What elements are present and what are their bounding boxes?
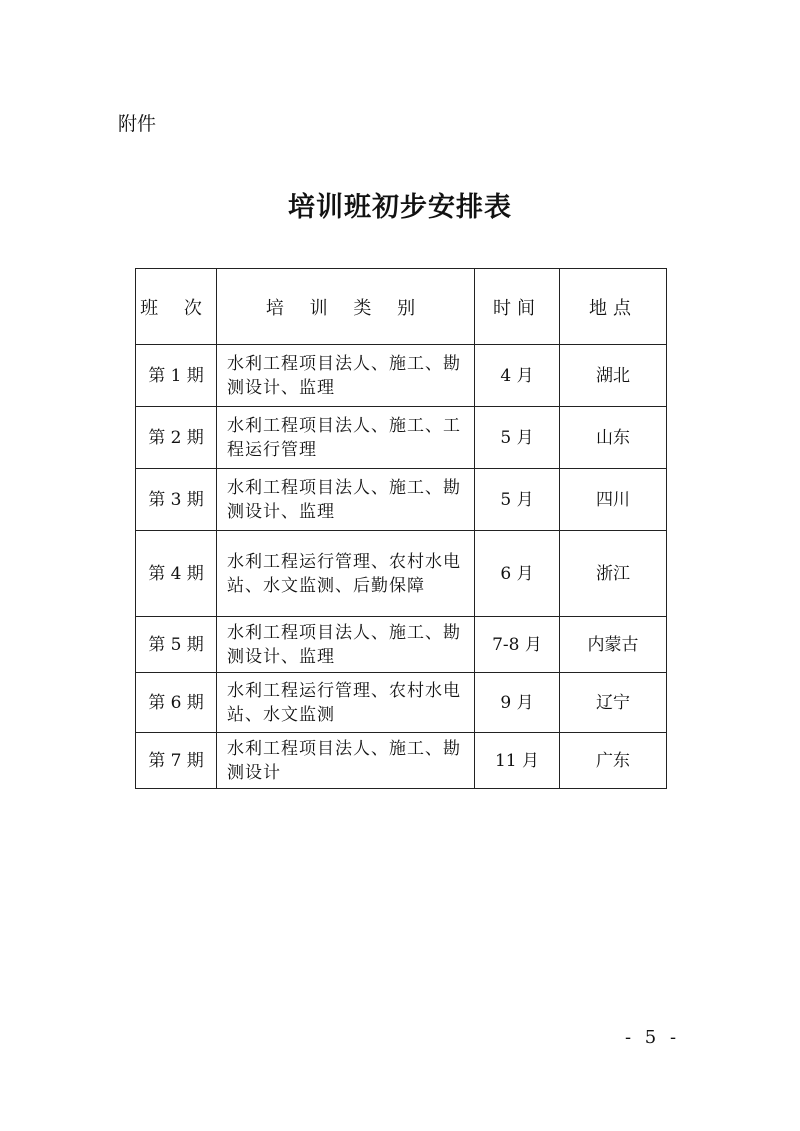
cell-time: 7-8 月	[475, 617, 560, 673]
cell-category: 水利工程运行管理、农村水电站、水文监测	[217, 673, 475, 733]
table-row	[136, 407, 667, 469]
attachment-label: 附件	[118, 113, 157, 135]
cell-category: 水利工程项目法人、施工、勘测设计、监理	[217, 617, 475, 673]
cell-session: 第 3 期	[136, 469, 217, 531]
table-header-row	[136, 269, 667, 345]
cell-time: 11 月	[475, 733, 560, 789]
cell-location: 山东	[560, 407, 667, 469]
table-row	[136, 673, 667, 733]
cell-session: 第 6 期	[136, 673, 217, 733]
table-row	[136, 469, 667, 531]
cell-category: 水利工程项目法人、施工、工程运行管理	[217, 407, 475, 469]
cell-category: 水利工程运行管理、农村水电站、水文监测、后勤保障	[217, 531, 475, 617]
column-header-category: 培 训 类 别	[217, 269, 475, 345]
table-row	[136, 531, 667, 617]
cell-time: 9 月	[475, 673, 560, 733]
column-header-session: 班 次	[136, 269, 217, 345]
cell-time: 6 月	[475, 531, 560, 617]
cell-location: 辽宁	[560, 673, 667, 733]
cell-session: 第 1 期	[136, 345, 217, 407]
cell-location: 四川	[560, 469, 667, 531]
cell-location: 广东	[560, 733, 667, 789]
cell-location: 湖北	[560, 345, 667, 407]
training-schedule-table	[135, 268, 667, 789]
cell-location: 内蒙古	[560, 617, 667, 673]
column-header-time: 时间	[475, 269, 560, 345]
cell-category: 水利工程项目法人、施工、勘测设计、监理	[217, 345, 475, 407]
cell-time: 5 月	[475, 407, 560, 469]
cell-category: 水利工程项目法人、施工、勘测设计、监理	[217, 469, 475, 531]
table-row	[136, 617, 667, 673]
cell-session: 第 4 期	[136, 531, 217, 617]
column-header-location: 地点	[560, 269, 667, 345]
cell-time: 5 月	[475, 469, 560, 531]
cell-session: 第 7 期	[136, 733, 217, 789]
page-number: - 5 -	[625, 1027, 681, 1048]
document-title: 培训班初步安排表	[288, 192, 512, 223]
cell-time: 4 月	[475, 345, 560, 407]
table-row	[136, 345, 667, 407]
table-row	[136, 733, 667, 789]
cell-location: 浙江	[560, 531, 667, 617]
cell-category: 水利工程项目法人、施工、勘测设计	[217, 733, 475, 789]
cell-session: 第 5 期	[136, 617, 217, 673]
cell-session: 第 2 期	[136, 407, 217, 469]
